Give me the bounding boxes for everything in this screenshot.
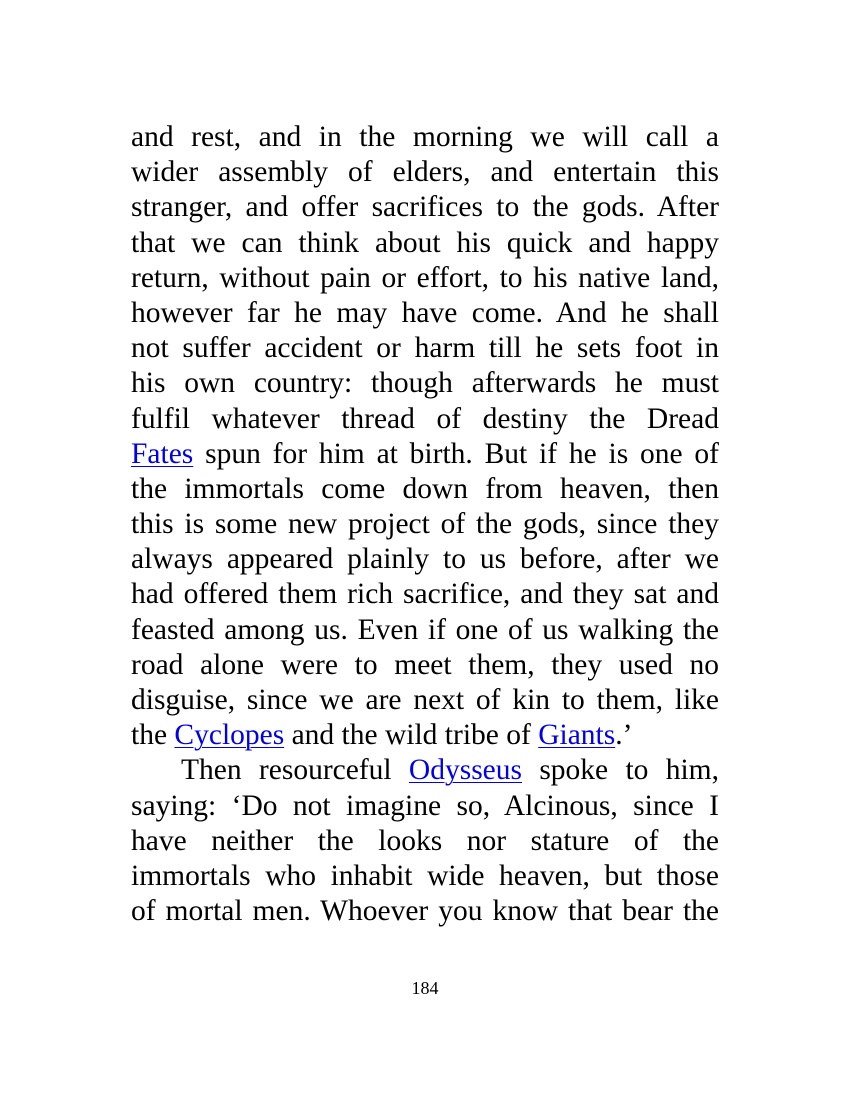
text-line — [131, 190, 719, 225]
text-segment: wider assembly of elders, and entertain this — [131, 156, 719, 189]
text-line — [131, 437, 719, 472]
text-segment: feasted among us. Even if one of us walking the — [131, 613, 719, 646]
text-segment: spoke to him, — [522, 754, 719, 787]
text-line — [131, 789, 719, 824]
text-line — [131, 894, 719, 929]
text-segment: that we can think about his quick and happy — [131, 226, 719, 259]
text-segment: and rest, and in the morning we will call a — [131, 121, 719, 153]
text-segment: Then resourceful — [181, 754, 409, 787]
text-line — [131, 577, 719, 612]
text-line — [131, 261, 719, 296]
text-line — [131, 366, 719, 401]
text-line — [131, 753, 719, 788]
text-line — [131, 648, 719, 683]
text-segment: stranger, and offer sacrifices to the gods. After — [131, 191, 719, 224]
text-segment: road alone were to meet them, they used no — [131, 648, 719, 681]
text-line — [131, 718, 719, 753]
text-line — [131, 507, 719, 542]
text-line — [131, 859, 719, 894]
text-segment: not suffer accident or harm till he sets foot in — [131, 332, 719, 365]
link-fates[interactable]: Fates — [131, 437, 194, 470]
link-cyclopes[interactable]: Cyclopes — [174, 719, 285, 752]
text-segment: immortals who inhabit wide heaven, but those — [131, 859, 719, 892]
text-segment: disguise, since we are next of kin to them, like — [131, 684, 719, 716]
text-segment: have neither the looks nor stature of the — [131, 824, 719, 857]
link-giants[interactable]: Giants — [538, 719, 616, 752]
text-segment: return, without pain or effort, to his native land, — [131, 261, 719, 294]
link-odysseus[interactable]: Odysseus — [408, 754, 523, 787]
text-line — [131, 472, 719, 507]
text-line — [131, 824, 719, 859]
page-number: 184 — [411, 978, 439, 998]
text-segment: fulfil whatever thread of destiny the Dread — [131, 402, 719, 435]
text-segment: saying: ‘Do not imagine so, Alcinous, since I — [131, 789, 719, 822]
text-line — [131, 155, 719, 190]
body-text — [131, 120, 719, 929]
text-line — [131, 331, 719, 366]
text-line — [131, 542, 719, 577]
text-segment: spun for him at birth. But if he is one of — [193, 437, 719, 470]
text-segment: his own country: though afterwards he must — [131, 367, 719, 400]
text-segment: the immortals come down from heaven, then — [131, 472, 719, 505]
text-line — [131, 683, 719, 718]
text-line — [131, 613, 719, 648]
text-segment: however far he may have come. And he shall — [131, 296, 719, 329]
text-line — [131, 120, 719, 155]
text-segment: this is some new project of the gods, since they — [131, 508, 719, 541]
text-segment: the — [131, 719, 175, 752]
text-segment: always appeared plainly to us before, after we — [131, 543, 719, 576]
text-line — [131, 402, 719, 437]
text-line — [131, 296, 719, 331]
text-line — [131, 226, 719, 261]
text-segment: .’ — [615, 719, 633, 752]
text-segment: and the wild tribe of — [284, 719, 539, 752]
text-segment: of mortal men. Whoever you know that bear the — [131, 895, 719, 928]
text-segment: had offered them rich sacrifice, and they sat and — [131, 578, 719, 611]
